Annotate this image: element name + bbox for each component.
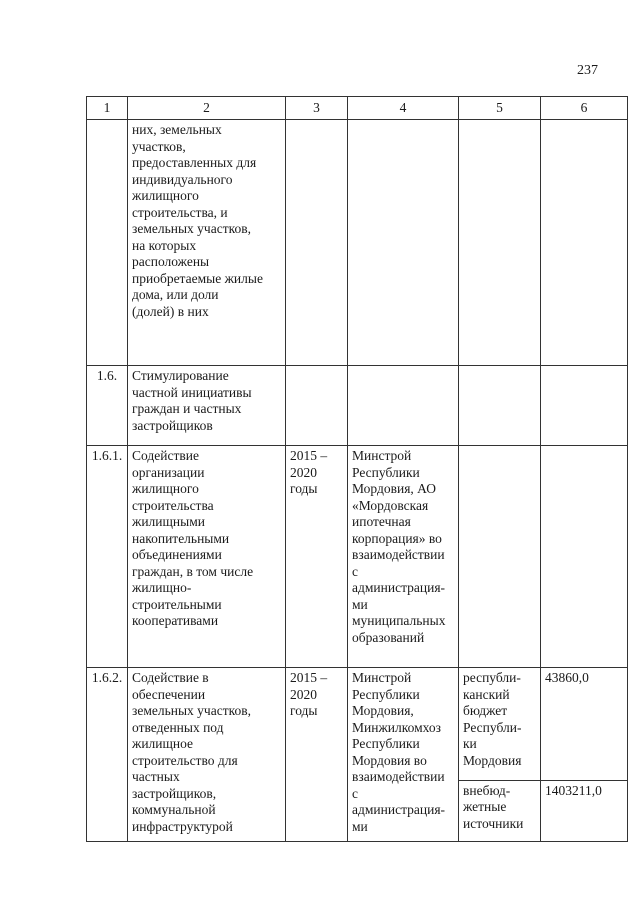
program-table — [86, 96, 628, 842]
row-description — [128, 366, 286, 446]
text-line: жилищного — [132, 188, 199, 203]
text-line: объединениями — [132, 547, 222, 562]
text-line: взаимодействии — [352, 547, 445, 562]
text-line: Минжилкомхоз — [352, 719, 441, 735]
row-executor — [348, 120, 459, 366]
text-line: кооперативами — [132, 613, 219, 628]
text-line: источники — [463, 815, 524, 831]
row-executor — [348, 366, 459, 446]
text-line: годы — [290, 703, 318, 718]
header-col-1: 1 — [87, 97, 128, 120]
text-line: с — [352, 785, 358, 801]
row-description — [128, 668, 286, 842]
header-row — [87, 97, 628, 120]
row-amount — [541, 446, 628, 668]
text-line: строительными — [132, 596, 222, 612]
text-line: республи- — [463, 670, 521, 685]
text-line: образований — [352, 629, 425, 645]
text-line: Республики — [352, 686, 420, 702]
text-line: на которых — [132, 237, 197, 253]
text-line: Стимулирование — [132, 368, 229, 383]
text-line: Содействие — [132, 448, 199, 463]
text-line: канский — [463, 686, 510, 702]
text-line: приобретаемые жилые — [132, 270, 263, 286]
text-line: них, земельных — [132, 122, 222, 137]
text-line: с — [352, 563, 358, 579]
row-term — [286, 668, 348, 842]
row-amount — [541, 366, 628, 446]
table-row — [87, 668, 628, 781]
row-description — [128, 120, 286, 366]
text-line: предоставленных для — [132, 155, 257, 170]
text-line: строительство для — [132, 752, 238, 768]
row-number: 1.6.2. — [87, 668, 128, 842]
text-line: 2020 — [290, 464, 317, 480]
row-number — [87, 120, 128, 366]
text-line: внебюд- — [463, 782, 511, 798]
text-line: Мордовия, — [352, 703, 414, 718]
text-line: администрация- — [352, 802, 446, 817]
text-line: Республики — [352, 464, 420, 480]
text-line: годы — [290, 481, 318, 496]
text-line: застройщиков, — [132, 785, 217, 801]
text-line: 2015 – — [290, 448, 328, 463]
text-line: накопительными — [132, 530, 230, 546]
text-line: «Мордовская — [352, 497, 429, 513]
text-line: жилищно- — [132, 580, 192, 595]
text-line: граждан, в том числе — [132, 563, 254, 579]
row-amount — [541, 120, 628, 366]
text-line: застройщиков — [132, 417, 213, 433]
text-line: ипотечная — [352, 514, 411, 529]
text-line: ми — [352, 596, 368, 612]
text-line: жилищное — [132, 736, 194, 751]
header-col-2: 2 — [128, 97, 286, 120]
text-line: муниципальных — [352, 613, 446, 628]
text-line: Минстрой — [352, 670, 412, 685]
row-description — [128, 446, 286, 668]
text-line: корпорация» во — [352, 530, 442, 546]
header-col-3: 3 — [286, 97, 348, 120]
table-row — [87, 366, 628, 446]
row-source-budget — [459, 668, 541, 781]
text-line: земельных участков, — [132, 221, 251, 236]
text-line: Содействие в — [132, 670, 209, 685]
header-col-5: 5 — [459, 97, 541, 120]
row-source — [459, 366, 541, 446]
text-line: Мордовия, АО — [352, 481, 436, 496]
text-line: жилищными — [132, 514, 205, 529]
text-line: строительства, и — [132, 204, 228, 220]
text-line: Республи- — [463, 719, 522, 735]
row-source — [459, 120, 541, 366]
row-executor — [348, 446, 459, 668]
text-line: участков, — [132, 138, 186, 154]
text-line: граждан и частных — [132, 401, 242, 416]
text-line: 2020 — [290, 686, 317, 702]
text-line: обеспечении — [132, 686, 206, 702]
text-line: ми — [352, 818, 368, 834]
text-line: жилищного — [132, 481, 199, 496]
text-line: строительства — [132, 497, 214, 513]
text-line: частных — [132, 769, 180, 784]
header-col-4: 4 — [348, 97, 459, 120]
page-number: 237 — [577, 63, 598, 78]
text-line: частной инициативы — [132, 384, 252, 400]
text-line: расположены — [132, 254, 210, 269]
text-line: дома, или доли — [132, 287, 219, 302]
row-source — [459, 446, 541, 668]
text-line: коммунальной — [132, 802, 216, 817]
row-amount-budget: 43860,0 — [541, 668, 628, 781]
row-term — [286, 446, 348, 668]
row-source-extrabudget — [459, 780, 541, 841]
text-line: отведенных под — [132, 719, 224, 735]
row-term — [286, 366, 348, 446]
text-line: Республики — [352, 736, 420, 751]
text-line: организации — [132, 464, 205, 480]
row-amount-extrabudget: 1403211,0 — [541, 780, 628, 841]
text-line: индивидуального — [132, 171, 233, 187]
text-line: ки — [463, 736, 477, 751]
header-col-6: 6 — [541, 97, 628, 120]
text-line: 2015 – — [290, 670, 328, 685]
text-line: Мордовия во — [352, 752, 427, 768]
row-executor — [348, 668, 459, 842]
row-number: 1.6. — [87, 366, 128, 446]
text-line: бюджет — [463, 703, 508, 718]
text-line: взаимодействии — [352, 769, 445, 784]
text-line: администрация- — [352, 580, 446, 595]
text-line: (долей) в них — [132, 303, 209, 319]
row-number: 1.6.1. — [87, 446, 128, 668]
table-row — [87, 120, 628, 366]
text-line: жетные — [463, 799, 507, 815]
text-line: Мордовия — [463, 752, 522, 768]
table-row — [87, 446, 628, 668]
text-line: Минстрой — [352, 448, 412, 463]
text-line: инфраструктурой — [132, 818, 233, 834]
row-term — [286, 120, 348, 366]
text-line: земельных участков, — [132, 703, 251, 718]
